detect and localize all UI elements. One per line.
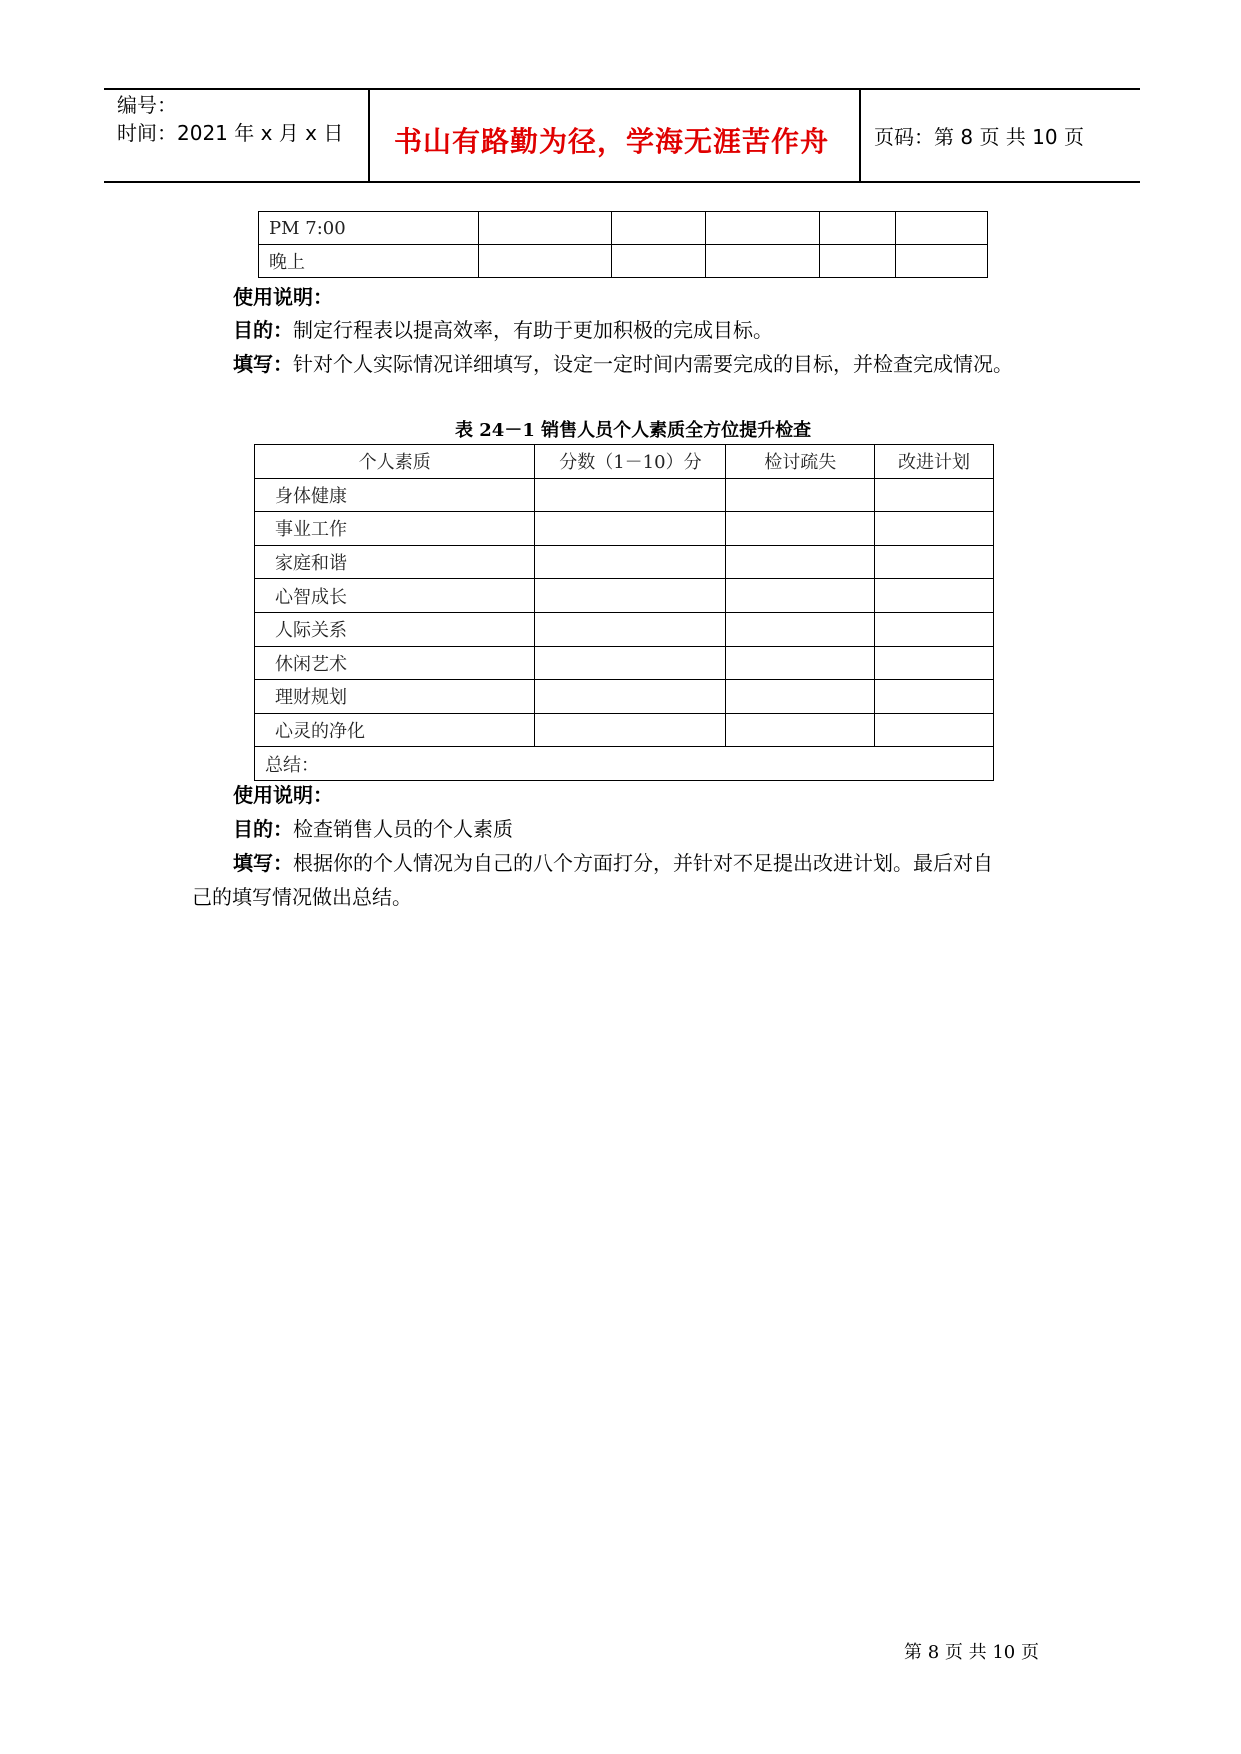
column-header: 改进计划 bbox=[875, 445, 994, 479]
score-cell bbox=[535, 512, 726, 546]
fill-paragraph-2 bbox=[233, 846, 993, 880]
table-row bbox=[259, 212, 988, 245]
column-header: 个人素质 bbox=[255, 445, 535, 479]
table-row bbox=[255, 478, 994, 512]
table-header-row bbox=[255, 445, 994, 479]
quality-item-cell: 休闲艺术 bbox=[255, 646, 535, 680]
fill-text: 针对个人实际情况详细填写，设定一定时间内需要完成的目标，并检查完成情况。 bbox=[293, 352, 1013, 376]
schedule-cell bbox=[896, 245, 988, 278]
review-cell bbox=[726, 612, 875, 646]
plan-cell bbox=[875, 680, 994, 714]
header-divider-right bbox=[859, 88, 861, 182]
fill-label: 填写： bbox=[233, 851, 293, 875]
purpose-label: 目的： bbox=[233, 318, 293, 342]
purpose-paragraph-2 bbox=[233, 812, 513, 846]
table-row bbox=[259, 245, 988, 278]
schedule-cell bbox=[706, 245, 820, 278]
quality-item-cell: 心智成长 bbox=[255, 579, 535, 613]
schedule-cell bbox=[820, 212, 896, 245]
score-cell bbox=[535, 612, 726, 646]
score-cell bbox=[535, 478, 726, 512]
plan-cell bbox=[875, 512, 994, 546]
schedule-time-cell: PM 7:00 bbox=[259, 212, 479, 245]
table-caption: 表 24－1 销售人员个人素质全方位提升检查 bbox=[455, 420, 812, 441]
header-motto: 书山有路勤为径，学海无涯苦作舟 bbox=[394, 125, 830, 158]
plan-cell bbox=[875, 646, 994, 680]
schedule-cell bbox=[611, 245, 706, 278]
plan-cell bbox=[875, 478, 994, 512]
quality-item-cell: 身体健康 bbox=[255, 478, 535, 512]
document-number-label: 编号： bbox=[117, 93, 177, 117]
review-cell bbox=[726, 579, 875, 613]
score-cell bbox=[535, 579, 726, 613]
plan-cell bbox=[875, 545, 994, 579]
quality-item-cell: 心灵的净化 bbox=[255, 713, 535, 747]
score-cell bbox=[535, 646, 726, 680]
schedule-table bbox=[258, 211, 988, 278]
schedule-cell bbox=[896, 212, 988, 245]
review-cell bbox=[726, 713, 875, 747]
table-row bbox=[255, 646, 994, 680]
document-time-label: 时间：2021 年 x 月 x 日 bbox=[117, 121, 344, 145]
purpose-label: 目的： bbox=[233, 817, 293, 841]
schedule-cell bbox=[611, 212, 706, 245]
table-row bbox=[255, 545, 994, 579]
score-cell bbox=[535, 680, 726, 714]
quality-table bbox=[254, 444, 994, 781]
review-cell bbox=[726, 545, 875, 579]
header-divider-left bbox=[368, 88, 370, 182]
plan-cell bbox=[875, 713, 994, 747]
table-row bbox=[255, 713, 994, 747]
fill-label: 填写： bbox=[233, 352, 293, 376]
header-top-rule bbox=[104, 88, 1140, 90]
schedule-cell bbox=[478, 212, 611, 245]
table-row bbox=[255, 579, 994, 613]
schedule-time-cell: 晚上 bbox=[259, 245, 479, 278]
fill-text: 根据你的个人情况为自己的八个方面打分，并针对不足提出改进计划。最后对自 bbox=[293, 851, 993, 875]
column-header: 分数（1－10）分 bbox=[535, 445, 726, 479]
review-cell bbox=[726, 478, 875, 512]
page-indicator: 页码：第 8 页 共 10 页 bbox=[874, 125, 1084, 149]
column-header: 检讨疏失 bbox=[726, 445, 875, 479]
purpose-text: 制定行程表以提高效率，有助于更加积极的完成目标。 bbox=[293, 318, 773, 342]
review-cell bbox=[726, 512, 875, 546]
page-footer: 第 8 页 共 10 页 bbox=[904, 1642, 1039, 1663]
quality-item-cell: 家庭和谐 bbox=[255, 545, 535, 579]
table-summary-row bbox=[255, 747, 994, 781]
schedule-cell bbox=[478, 245, 611, 278]
fill-paragraph-1 bbox=[233, 347, 1013, 381]
review-cell bbox=[726, 680, 875, 714]
summary-cell: 总结： bbox=[255, 747, 994, 781]
score-cell bbox=[535, 713, 726, 747]
plan-cell bbox=[875, 579, 994, 613]
usage-heading-1: 使用说明： bbox=[233, 285, 333, 309]
score-cell bbox=[535, 545, 726, 579]
purpose-text: 检查销售人员的个人素质 bbox=[293, 817, 513, 841]
schedule-cell bbox=[706, 212, 820, 245]
table-row bbox=[255, 680, 994, 714]
fill-paragraph-2-continued: 己的填写情况做出总结。 bbox=[192, 885, 412, 909]
usage-heading-2: 使用说明： bbox=[233, 783, 333, 807]
quality-item-cell: 理财规划 bbox=[255, 680, 535, 714]
purpose-paragraph-1 bbox=[233, 313, 773, 347]
table-row bbox=[255, 512, 994, 546]
quality-item-cell: 人际关系 bbox=[255, 612, 535, 646]
plan-cell bbox=[875, 612, 994, 646]
quality-item-cell: 事业工作 bbox=[255, 512, 535, 546]
review-cell bbox=[726, 646, 875, 680]
header-bottom-rule bbox=[104, 181, 1140, 183]
table-row bbox=[255, 612, 994, 646]
schedule-cell bbox=[820, 245, 896, 278]
